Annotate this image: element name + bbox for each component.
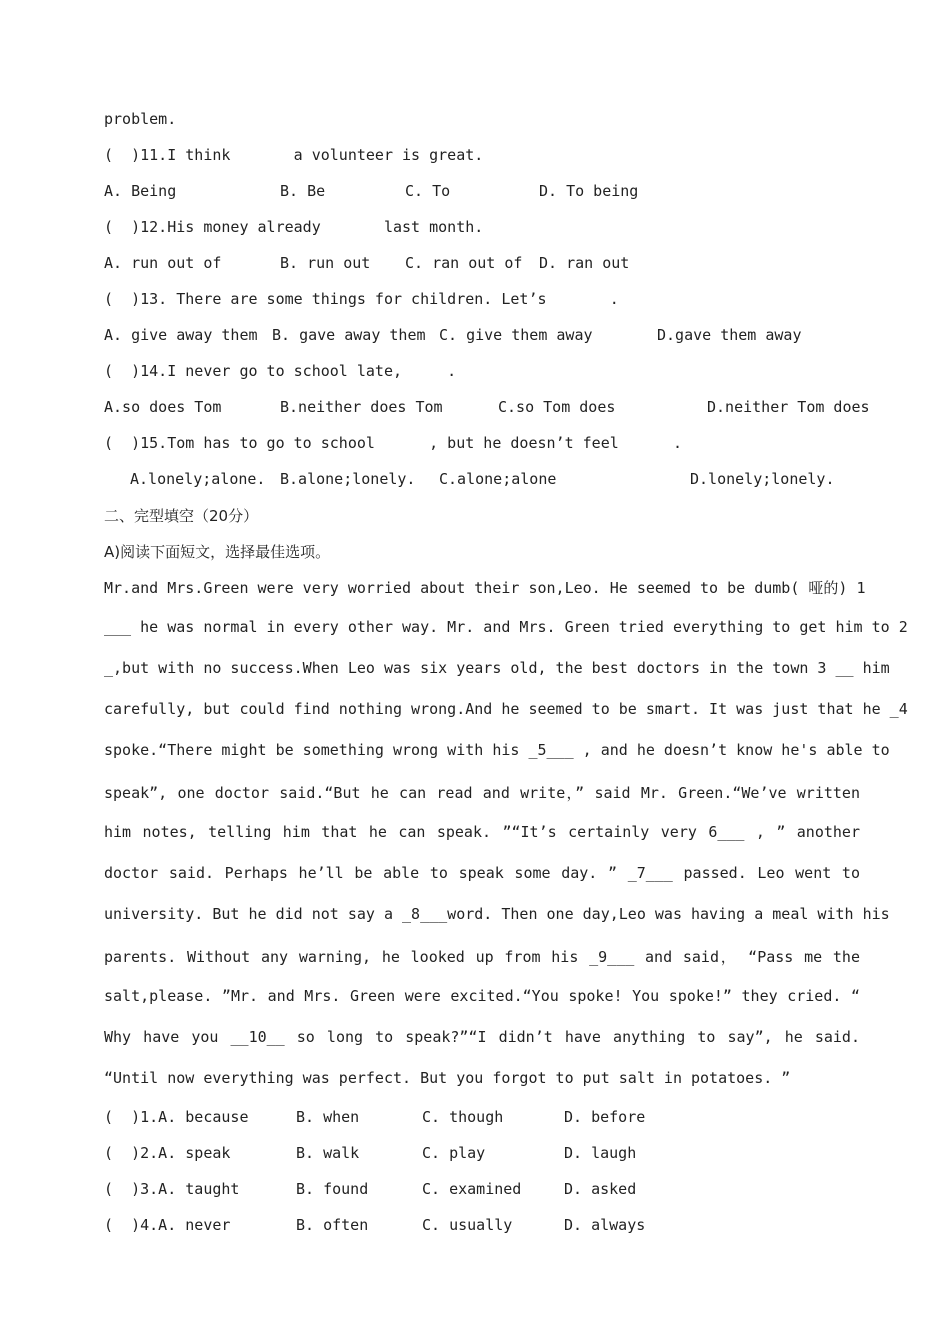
- passage-line: carefully, but could find nothing wrong.And he seemed to be smart. It was just that he _4: [104, 700, 908, 718]
- question-14-option-a: A.so does Tom: [104, 398, 222, 416]
- question-15-stem: ( )15.Tom has to go to school , but he doesn’t feel .: [104, 434, 682, 452]
- section-2-title: 二、完型填空（20分）: [104, 507, 259, 525]
- question-15-option-d: D.lonely;lonely.: [690, 470, 835, 488]
- cloze-1-stem: ( )1.A. because: [104, 1108, 249, 1126]
- question-13-option-b: B. gave away them: [272, 326, 426, 344]
- cloze-1-option-d: D. before: [564, 1108, 646, 1126]
- question-11-option-b: B. Be: [280, 182, 326, 200]
- passage-line: parents. Without any warning, he looked up from his _9___ and said， “Pass me the: [104, 948, 860, 966]
- question-14-option-d: D.neither Tom does: [707, 398, 870, 416]
- cloze-4-option-d: D. always: [564, 1216, 646, 1234]
- question-15-option-c: C.alone;alone: [439, 470, 557, 488]
- question-11-option-a: A. Being: [104, 182, 177, 200]
- passage-line: Why have you __10__ so long to speak?”“I didn’t have anything to say”, he said.: [104, 1028, 860, 1046]
- cloze-2-option-d: D. laugh: [564, 1144, 637, 1162]
- question-13-option-d: D.gave them away: [657, 326, 802, 344]
- passage-line: doctor said. Perhaps he’ll be able to speak some day. ” _7___ passed. Leo went to: [104, 864, 860, 882]
- cloze-2-stem: ( )2.A. speak: [104, 1144, 231, 1162]
- question-12-option-c: C. ran out of: [405, 254, 523, 272]
- question-14-option-b: B.neither does Tom: [280, 398, 443, 416]
- passage-line: Mr.and Mrs.Green were very worried about their son,Leo. He seemed to be dumb( 哑的) 1: [104, 579, 866, 597]
- cloze-3-option-d: D. asked: [564, 1180, 637, 1198]
- passage-line: speak”, one doctor said.“But he can read and write，” said Mr. Green.“We’ve written: [104, 784, 860, 802]
- question-15-option-b: B.alone;lonely.: [280, 470, 416, 488]
- cloze-1-option-c: C. though: [422, 1108, 504, 1126]
- cloze-1-option-b: B. when: [296, 1108, 360, 1126]
- question-11-stem: ( )11.I think a volunteer is great.: [104, 146, 484, 164]
- cloze-3-option-c: C. examined: [422, 1180, 522, 1198]
- question-14-stem: ( )14.I never go to school late, .: [104, 362, 457, 380]
- intro-fragment: problem.: [104, 110, 177, 128]
- question-15-option-a: A.lonely;alone.: [130, 470, 266, 488]
- question-11-option-d: D. To being: [539, 182, 639, 200]
- passage-line: university. But he did not say a _8___word. Then one day,Leo was having a meal with his: [104, 905, 890, 923]
- question-12-option-a: A. run out of: [104, 254, 222, 272]
- cloze-4-option-c: C. usually: [422, 1216, 513, 1234]
- cloze-2-option-b: B. walk: [296, 1144, 360, 1162]
- question-14-option-c: C.so Tom does: [498, 398, 616, 416]
- section-2-subtitle: A)阅读下面短文，选择最佳选项。: [104, 543, 331, 561]
- passage-line: ___ he was normal in every other way. Mr. and Mrs. Green tried everything to get him to 2: [104, 618, 908, 636]
- question-12-option-b: B. run out: [280, 254, 371, 272]
- question-12-stem: ( )12.His money already last month.: [104, 218, 484, 236]
- question-13-option-a: A. give away them: [104, 326, 258, 344]
- question-13-option-c: C. give them away: [439, 326, 593, 344]
- cloze-3-option-b: B. found: [296, 1180, 369, 1198]
- passage-line: “Until now everything was perfect. But you forgot to put salt in potatoes. ”: [104, 1069, 791, 1087]
- cloze-3-stem: ( )3.A. taught: [104, 1180, 240, 1198]
- cloze-4-option-b: B. often: [296, 1216, 369, 1234]
- question-11-option-c: C. To: [405, 182, 451, 200]
- passage-line: _,but with no success.When Leo was six years old, the best doctors in the town 3 __ him: [104, 659, 890, 677]
- question-13-stem: ( )13. There are some things for children. Let’s .: [104, 290, 619, 308]
- cloze-4-stem: ( )4.A. never: [104, 1216, 231, 1234]
- question-12-option-d: D. ran out: [539, 254, 630, 272]
- passage-line: him notes, telling him that he can speak. ”“It’s certainly very 6___ , ” another: [104, 823, 860, 841]
- cloze-2-option-c: C. play: [422, 1144, 486, 1162]
- passage-line: spoke.“There might be something wrong with his _5___ , and he doesn’t know he's able to: [104, 741, 890, 759]
- passage-line: salt,please. ”Mr. and Mrs. Green were excited.“You spoke! You spoke!” they cried. “: [104, 987, 860, 1005]
